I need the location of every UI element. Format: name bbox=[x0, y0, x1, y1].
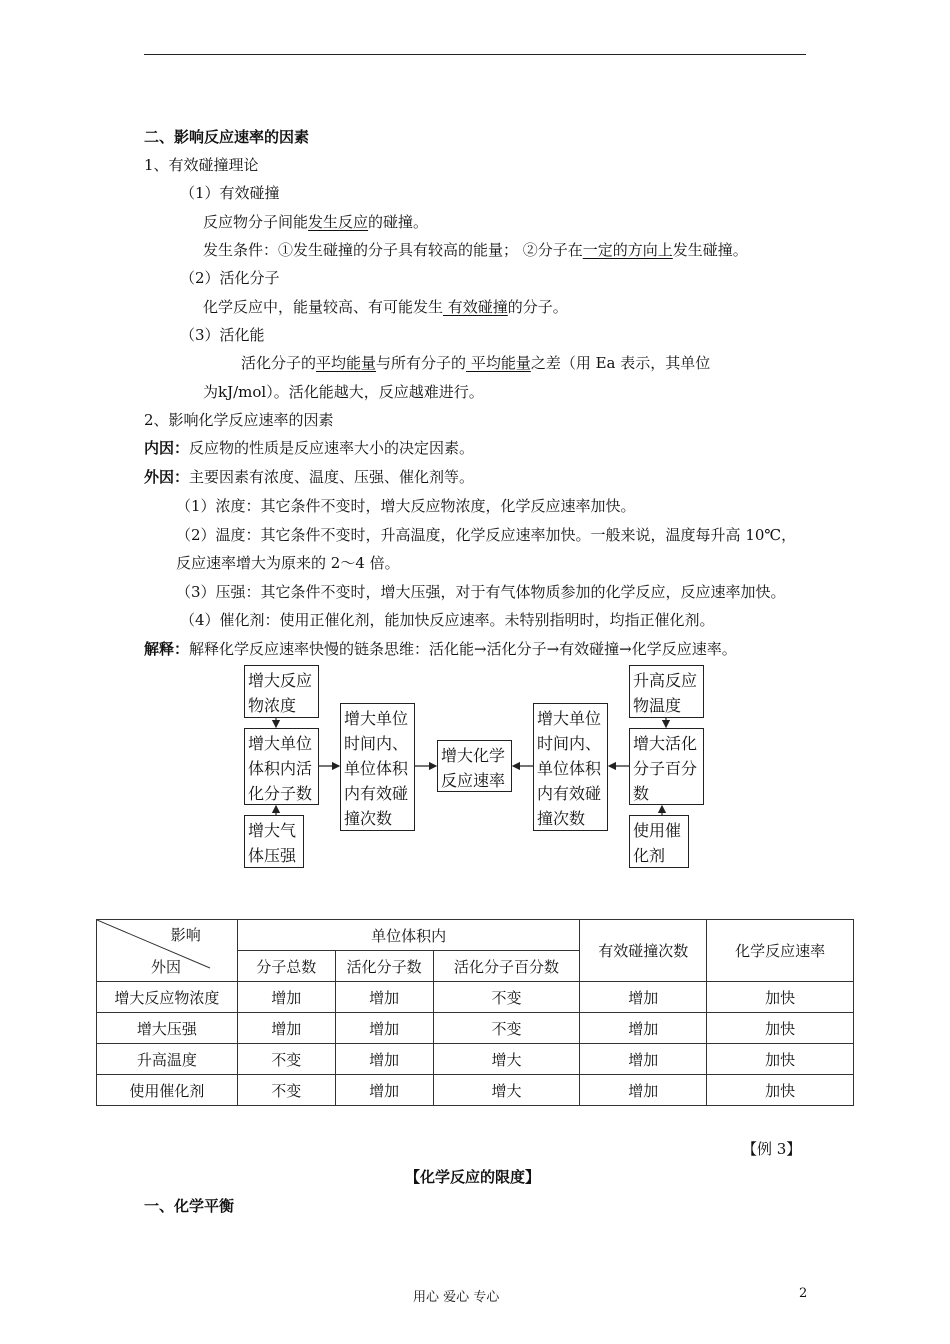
def-activation-energy: 活化分子的平均能量与所有分子的 平均能量之差（用 Ea 表示，其单位 bbox=[241, 354, 711, 372]
table-cell: 不变 bbox=[237, 1075, 335, 1106]
box-catalyst: 使用催 化剂 bbox=[629, 815, 689, 868]
factor-pressure: （3）压强：其它条件不变时，增大压强，对于有气体物质参加的化学反应，反应速率加快。 bbox=[176, 583, 786, 601]
table-cell: 加快 bbox=[707, 1013, 854, 1044]
table-cell: 增加 bbox=[580, 1013, 707, 1044]
table-corner bbox=[97, 920, 238, 982]
external-factor: 外因：主要因素有浓度、温度、压强、催化剂等。 bbox=[144, 468, 475, 486]
box-left-collisions: 增大单位 时间内、 单位体积 内有效碰 撞次数 bbox=[340, 703, 415, 831]
condition-text: 发生条件：①发生碰撞的分子具有较高的能量； ②分子在一定的方向上发生碰撞。 bbox=[203, 241, 748, 259]
limit-title: 【化学反应的限度】 bbox=[405, 1168, 541, 1186]
row-label: 升高温度 bbox=[97, 1044, 238, 1075]
table-row bbox=[97, 1013, 854, 1044]
factor-temperature-cont: 反应速率增大为原来的 2～4 倍。 bbox=[176, 554, 400, 572]
header-collisions: 有效碰撞次数 bbox=[580, 920, 707, 982]
factor-catalyst: （4）催化剂：使用正催化剂，能加快反应速率。未特别指明时，均指正催化剂。 bbox=[180, 611, 715, 629]
factor-concentration: （1）浓度：其它条件不变时，增大反应物浓度，化学反应速率加快。 bbox=[176, 497, 636, 515]
subsection-title-collision: 1、有效碰撞理论 bbox=[144, 156, 259, 174]
row-label: 增大压强 bbox=[97, 1013, 238, 1044]
table-cell: 加快 bbox=[707, 1044, 854, 1075]
table-cell: 不变 bbox=[433, 982, 580, 1013]
table-row bbox=[97, 1075, 854, 1106]
def-activation-energy-cont: 为kJ/mol）。活化能越大，反应越难进行。 bbox=[203, 383, 484, 401]
table-cell: 增加 bbox=[335, 1044, 433, 1075]
subheader: 活化分子数 bbox=[335, 951, 433, 982]
item-activation-energy: （3）活化能 bbox=[180, 326, 265, 344]
header-rate: 化学反应速率 bbox=[707, 920, 854, 982]
box-activated-percent: 增大活化 分子百分 数 bbox=[629, 728, 704, 805]
row-label: 使用催化剂 bbox=[97, 1075, 238, 1106]
table-cell: 增加 bbox=[237, 1013, 335, 1044]
def-effective-collision: 反应物分子间能发生反应的碰撞。 bbox=[203, 213, 429, 231]
page-number: 2 bbox=[799, 1286, 808, 1301]
box-concentration: 增大反应 物浓度 bbox=[244, 665, 319, 718]
equilibrium-title: 一、化学平衡 bbox=[144, 1197, 235, 1215]
table-cell: 增大 bbox=[433, 1044, 580, 1075]
table-cell: 增加 bbox=[335, 982, 433, 1013]
subsection-title-factors: 2、影响化学反应速率的因素 bbox=[144, 411, 334, 429]
table-cell: 增大 bbox=[433, 1075, 580, 1106]
table-cell: 增加 bbox=[237, 982, 335, 1013]
factors-table bbox=[96, 919, 854, 1106]
box-pressure: 增大气 体压强 bbox=[244, 815, 304, 868]
explanation: 解释：解释化学反应速率快慢的链条思维：活化能→活化分子→有效碰撞→化学反应速率。 bbox=[144, 640, 737, 658]
factor-temperature: （2）温度：其它条件不变时，升高温度，化学反应速率加快。一般来说，温度每升高 10℃， bbox=[176, 526, 797, 544]
group-header: 单位体积内 bbox=[237, 920, 580, 951]
table-cell: 增加 bbox=[580, 1044, 707, 1075]
corner-top-label: 影响 bbox=[170, 926, 201, 944]
item-effective-collision: （1）有效碰撞 bbox=[180, 184, 280, 202]
table-row bbox=[97, 1044, 854, 1075]
subheader: 活化分子百分数 bbox=[433, 951, 580, 982]
section-title: 二、影响反应速率的因素 bbox=[144, 128, 310, 146]
table-cell: 加快 bbox=[707, 1075, 854, 1106]
box-temperature: 升高反应 物温度 bbox=[629, 665, 704, 718]
item-activated-molecule: （2）活化分子 bbox=[180, 269, 280, 287]
table-row bbox=[97, 982, 854, 1013]
table-cell: 增加 bbox=[580, 982, 707, 1013]
table-cell: 增加 bbox=[580, 1075, 707, 1106]
box-reaction-rate: 增大化学 反应速率 bbox=[437, 740, 512, 792]
row-label: 增大反应物浓度 bbox=[97, 982, 238, 1013]
subheader: 分子总数 bbox=[237, 951, 335, 982]
footer-motto: 用心 爱心 专心 bbox=[413, 1290, 500, 1305]
box-activated-count: 增大单位 体积内活 化分子数 bbox=[244, 728, 319, 805]
table-cell: 增加 bbox=[335, 1013, 433, 1044]
example-label: 【例 3】 bbox=[742, 1140, 802, 1158]
def-activated-molecule: 化学反应中，能量较高、有可能发生 有效碰撞的分子。 bbox=[203, 298, 568, 316]
internal-factor: 内因：反应物的性质是反应速率大小的决定因素。 bbox=[144, 439, 475, 457]
corner-bottom-label: 外因 bbox=[151, 958, 182, 976]
table-cell: 增加 bbox=[335, 1075, 433, 1106]
box-right-collisions: 增大单位 时间内、 单位体积 内有效碰 撞次数 bbox=[533, 703, 608, 831]
table-cell: 不变 bbox=[433, 1013, 580, 1044]
table-cell: 加快 bbox=[707, 982, 854, 1013]
table-cell: 不变 bbox=[237, 1044, 335, 1075]
